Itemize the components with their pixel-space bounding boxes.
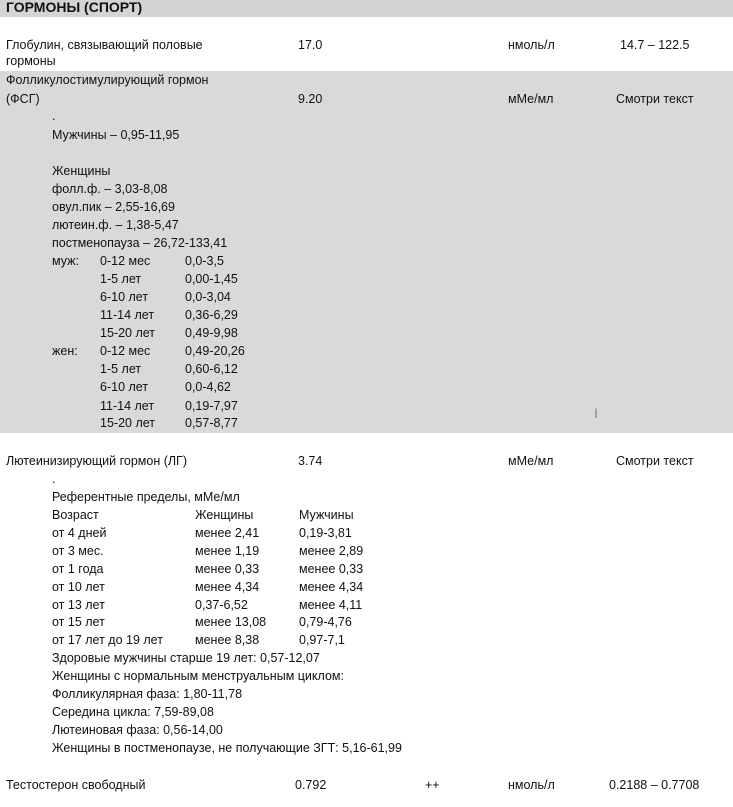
fsh-kids-male-label: муж: [52,254,79,268]
fsh-men: Мужчины – 0,95-11,95 [52,128,180,142]
fsh-kids-age: 11-14 лет [100,308,155,322]
fsh-women-row: овул.пик – 2,55-16,69 [52,200,175,214]
fsh-women-row: фолл.ф. – 3,03-8,08 [52,182,168,196]
lh-note: Середина цикла: 7,59-89,08 [52,705,214,719]
lh-cell-age: от 17 лет до 19 лет [52,633,163,647]
lh-cell-age: от 13 лет [52,598,105,612]
lh-cell-age: от 4 дней [52,526,107,540]
shbg-value: 17.0 [298,38,323,52]
lh-cell-men: 0,19-3,81 [299,526,352,540]
fsh-kids-age: 0-12 мес [100,254,151,268]
testosterone-name: Тестостерон свободный [6,778,146,792]
shbg-range: 14.7 – 122.5 [620,38,690,52]
testosterone-flag: ++ [425,778,440,792]
fsh-kids-age: 0-12 мес [100,344,151,358]
lh-cell-men: 0,97-7,1 [299,633,345,647]
lh-cell-women: 0,37-6,52 [195,598,248,612]
fsh-value: 9.20 [298,92,323,106]
fsh-kids-value: 0,19-7,97 [185,399,238,413]
lh-note: Женщины с нормальным менструальным циклом: [52,669,344,683]
fsh-unit: мМе/мл [508,92,554,106]
lh-note: Лютеиновая фаза: 0,56-14,00 [52,723,223,737]
fsh-kids-age: 1-5 лет [100,362,142,376]
lh-cell-men: менее 2,89 [299,544,364,558]
fsh-kids-value: 0,49-9,98 [185,326,238,340]
lh-name: Лютеинизирующий гормон (ЛГ) [6,454,187,468]
lh-cell-age: от 10 лет [52,580,105,594]
fsh-kids-value: 0,0-3,5 [185,254,224,268]
fsh-name-line1: Фолликулостимулирующий гормон [6,73,209,87]
fsh-women-row: постменопауза – 26,72-133,41 [52,236,228,250]
lh-note: Фолликулярная фаза: 1,80-11,78 [52,687,243,701]
fsh-dot: . [52,109,56,123]
lh-cell-age: от 3 мес. [52,544,104,558]
testosterone-unit: нмоль/л [508,778,555,792]
fsh-kids-value: 0,0-4,62 [185,380,231,394]
text-cursor-icon: I [594,405,598,421]
lh-cell-women: менее 8,38 [195,633,260,647]
lh-cell-women: менее 4,34 [195,580,260,594]
lh-value: 3.74 [298,454,323,468]
lh-cell-age: от 1 года [52,562,104,576]
fsh-kids-age: 6-10 лет [100,290,149,304]
shbg-unit: нмоль/л [508,38,555,52]
lh-header-women: Женщины [195,508,254,522]
shbg-name-line1: Глобулин, связывающий половые [6,38,203,52]
testosterone-value: 0.792 [295,778,327,792]
lh-header-age: Возраст [52,508,99,522]
fsh-kids-value: 0,36-6,29 [185,308,238,322]
lh-cell-women: менее 2,41 [195,526,260,540]
lh-cell-women: менее 1,19 [195,544,260,558]
lh-dot: . [52,472,56,486]
lh-cell-men: менее 0,33 [299,562,364,576]
lh-header-men: Мужчины [299,508,354,522]
lh-cell-women: менее 0,33 [195,562,260,576]
fsh-kids-value: 0,57-8,77 [185,416,238,430]
lh-cell-men: менее 4,34 [299,580,364,594]
fsh-name-line2: (ФСГ) [6,92,40,106]
fsh-kids-value: 0,49-20,26 [185,344,245,358]
section-title: ГОРМОНЫ (СПОРТ) [6,0,143,15]
lh-cell-women: менее 13,08 [195,615,267,629]
fsh-kids-age: 15-20 лет [100,326,155,340]
fsh-kids-value: 0,60-6,12 [185,362,238,376]
fsh-women-label: Женщины [52,164,111,178]
fsh-kids-age: 6-10 лет [100,380,149,394]
shbg-name-line2: гормоны [6,54,56,68]
testosterone-range: 0.2188 – 0.7708 [609,778,700,792]
fsh-range: Смотри текст [616,92,694,106]
section-header [0,0,733,17]
fsh-kids-age: 15-20 лет [100,416,155,430]
lh-note: Здоровые мужчины старше 19 лет: 0,57-12,07 [52,651,320,665]
fsh-kids-value: 0,00-1,45 [185,272,238,286]
lh-unit: мМе/мл [508,454,554,468]
lh-ref-title: Референтные пределы, мМе/мл [52,490,240,504]
lh-note: Женщины в постменопаузе, не получающие ЗГТ: 5,16-61,99 [52,741,402,755]
fsh-kids-age: 1-5 лет [100,272,142,286]
lh-range: Смотри текст [616,454,694,468]
fsh-kids-value: 0,0-3,04 [185,290,231,304]
lh-cell-men: 0,79-4,76 [299,615,352,629]
fsh-kids-age: 11-14 лет [100,399,155,413]
fsh-women-row: лютеин.ф. – 1,38-5,47 [52,218,179,232]
fsh-kids-female-label: жен: [52,344,78,358]
lh-cell-age: от 15 лет [52,615,105,629]
lh-cell-men: менее 4,11 [299,598,363,612]
